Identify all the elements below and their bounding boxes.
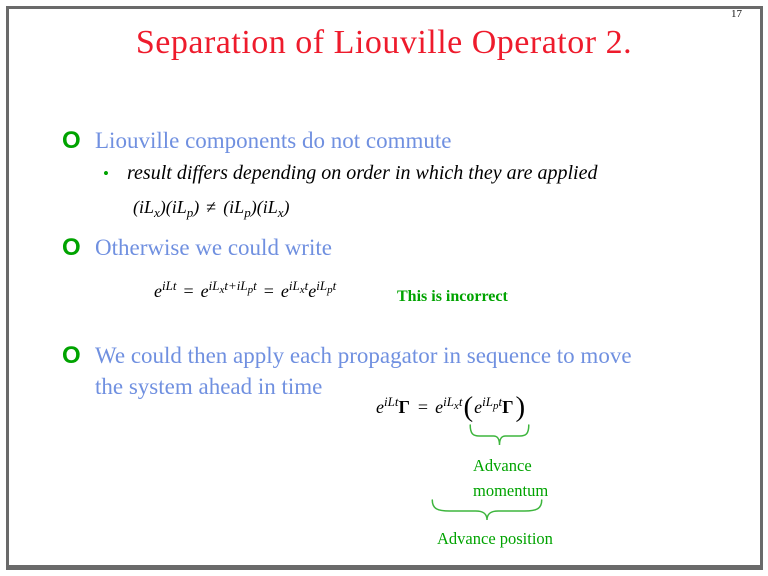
advance-position-label: Advance position [437,529,553,548]
bullet-ring-icon: O [62,127,81,154]
eq-token: iL [482,394,493,409]
eq-token: (iL [223,197,245,217]
eq-token: )(iL [250,197,278,217]
eq-exponent [288,278,309,296]
eq-token: p [492,400,499,412]
bullet-apply-propagators [62,340,632,402]
underbrace-position-icon [430,498,544,522]
bullet-label [95,340,632,402]
eq-token: t [458,394,463,409]
sequential-propagator-equation [376,388,526,421]
bullet-otherwise [62,232,332,263]
bullet-label-line2: the system ahead in time [95,374,323,399]
eq-exponent [316,278,337,296]
eq-token: p [327,284,333,296]
advance-momentum-line1: Advance [473,456,532,475]
equals-sign: = [417,397,429,417]
eq-token: e [200,281,209,301]
eq-token: e [474,397,483,417]
eq-token: iL [316,278,328,293]
eq-token: x [453,400,459,412]
slide-border [6,6,763,570]
eq-token: ) [193,197,200,217]
bullet-ring-icon: O [62,234,81,261]
bullet-label: Otherwise we could write [95,235,332,260]
sub-bullet-result-differs [103,162,598,185]
phase-point-gamma: Γ [502,397,515,417]
eq-token: x [219,284,225,296]
advance-momentum-line2: momentum [473,481,549,500]
eq-token: ) [283,197,290,217]
incorrect-note: This is incorrect [397,288,508,305]
eq-token: t+iL [224,278,248,293]
commutator-equation [133,197,289,218]
eq-token: e [376,397,384,417]
eq-token: x [277,205,284,220]
eq-token: p [244,205,251,220]
eq-token: p [247,284,254,296]
bullet-dot-icon: • [103,164,109,183]
sub-bullet-label: result differs depending on order in which they are applied [127,162,598,184]
not-equal-sign: ≠ [206,197,217,217]
underbrace-momentum-icon [469,423,530,447]
eq-exponent [208,278,257,296]
eq-exponent [443,394,463,412]
phase-point-gamma: Γ [398,397,411,417]
eq-token: iL [208,278,220,293]
eq-token: e [435,397,444,417]
eq-token: iLt [384,394,399,409]
eq-token: (iL [133,197,155,217]
eq-token: iL [288,278,300,293]
eq-token: e [154,281,162,301]
eq-token: p [186,205,194,220]
bullet-label: Liouville components do not commute [95,128,452,153]
eq-token: x [299,284,305,296]
eq-exponent [482,394,503,412]
eq-token: iLt [162,278,177,293]
bullet-label-line1: We could then apply each propagator in sequence to move [95,343,632,368]
bullet-ring-icon: O [62,342,81,369]
eq-token: x [154,205,160,220]
equals-sign: = [263,281,274,301]
slide-number: 17 [731,8,742,20]
eq-token: )(iL [159,197,187,217]
slide-title: Separation of Liouville Operator 2. [135,24,633,61]
advance-momentum-label [473,453,548,503]
right-paren: ) [515,391,526,423]
bullet-liouville-components [62,125,451,156]
eq-token: t [332,278,337,293]
eq-token: t [498,394,503,409]
equals-sign: = [183,281,194,301]
eq-token: e [308,281,317,301]
eq-token: t [253,278,257,293]
exponential-split-equation [154,278,337,302]
eq-token: iL [443,394,454,409]
eq-token: e [280,281,289,301]
left-paren: ( [463,391,474,423]
eq-token: t [304,278,309,293]
